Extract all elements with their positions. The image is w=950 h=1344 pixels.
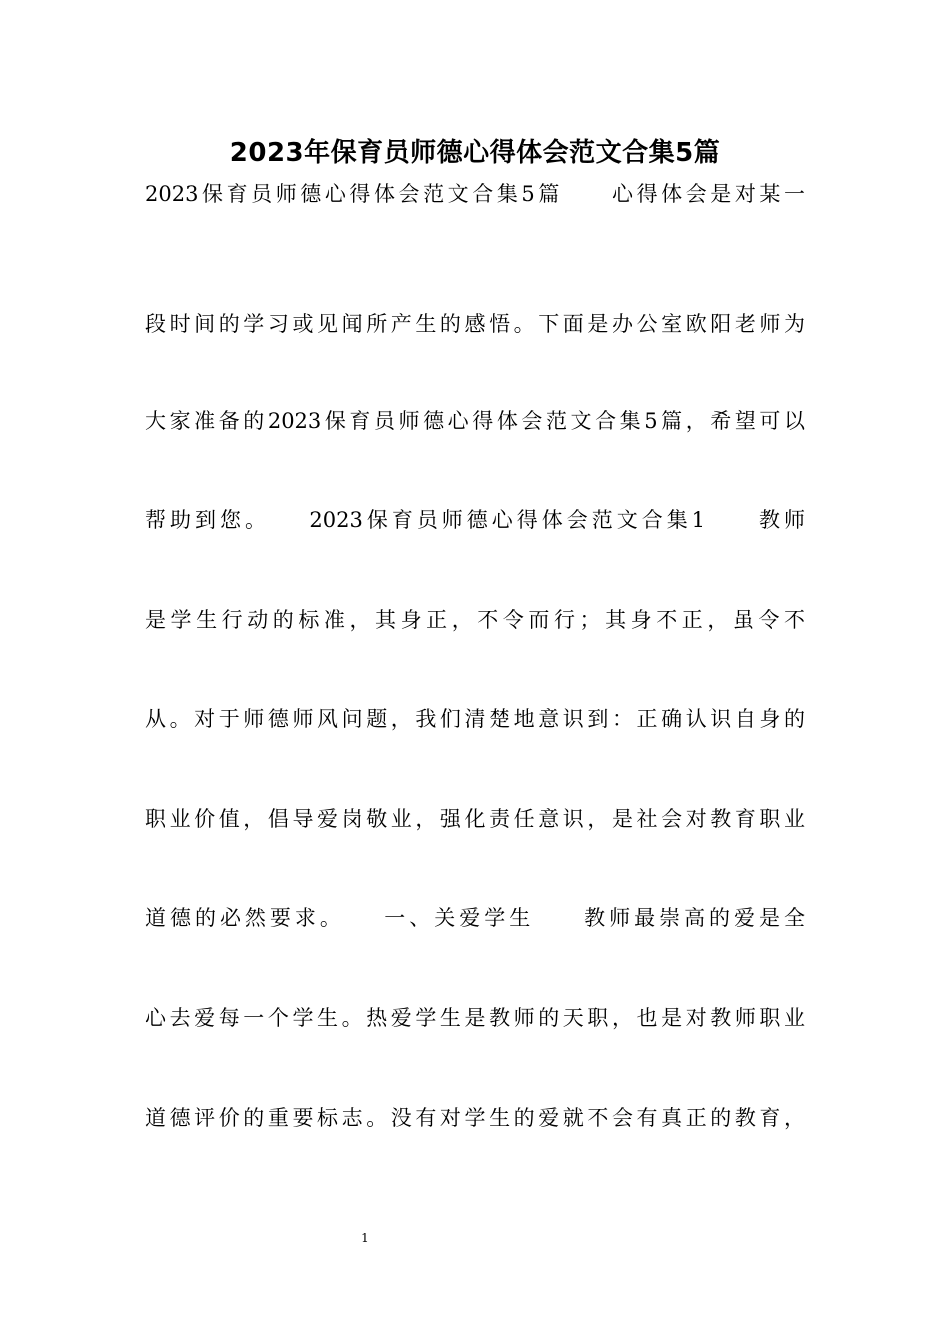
body-line: 职业价值，倡导爱岗敬业，强化责任意识，是社会对教育职业 [145,807,805,831]
page-title: 2023年保育员师德心得体会范文合集5篇 [229,138,721,168]
page-number: 1 [361,1231,369,1245]
body-line: 2023保育员师德心得体会范文合集5篇 心得体会是对某一 [145,182,805,206]
body-line: 段时间的学习或见闻所产生的感悟。下面是办公室欧阳老师为 [145,312,805,336]
body-line: 大家准备的2023保育员师德心得体会范文合集5篇，希望可以 [145,409,805,433]
body-line: 帮助到您。 2023保育员师德心得体会范文合集1 教师 [145,508,805,532]
body-line: 从。对于师德师风问题，我们清楚地意识到：正确认识自身的 [145,707,805,731]
body-line: 心去爱每一个学生。热爱学生是教师的天职，也是对教师职业 [145,1006,805,1030]
body-line: 道德评价的重要标志。没有对学生的爱就不会有真正的教育， [145,1106,805,1130]
body-line: 是学生行动的标准，其身正，不令而行；其身不正，虽令不 [145,608,805,632]
body-line: 道德的必然要求。 一、关爱学生 教师最崇高的爱是全 [145,906,805,930]
